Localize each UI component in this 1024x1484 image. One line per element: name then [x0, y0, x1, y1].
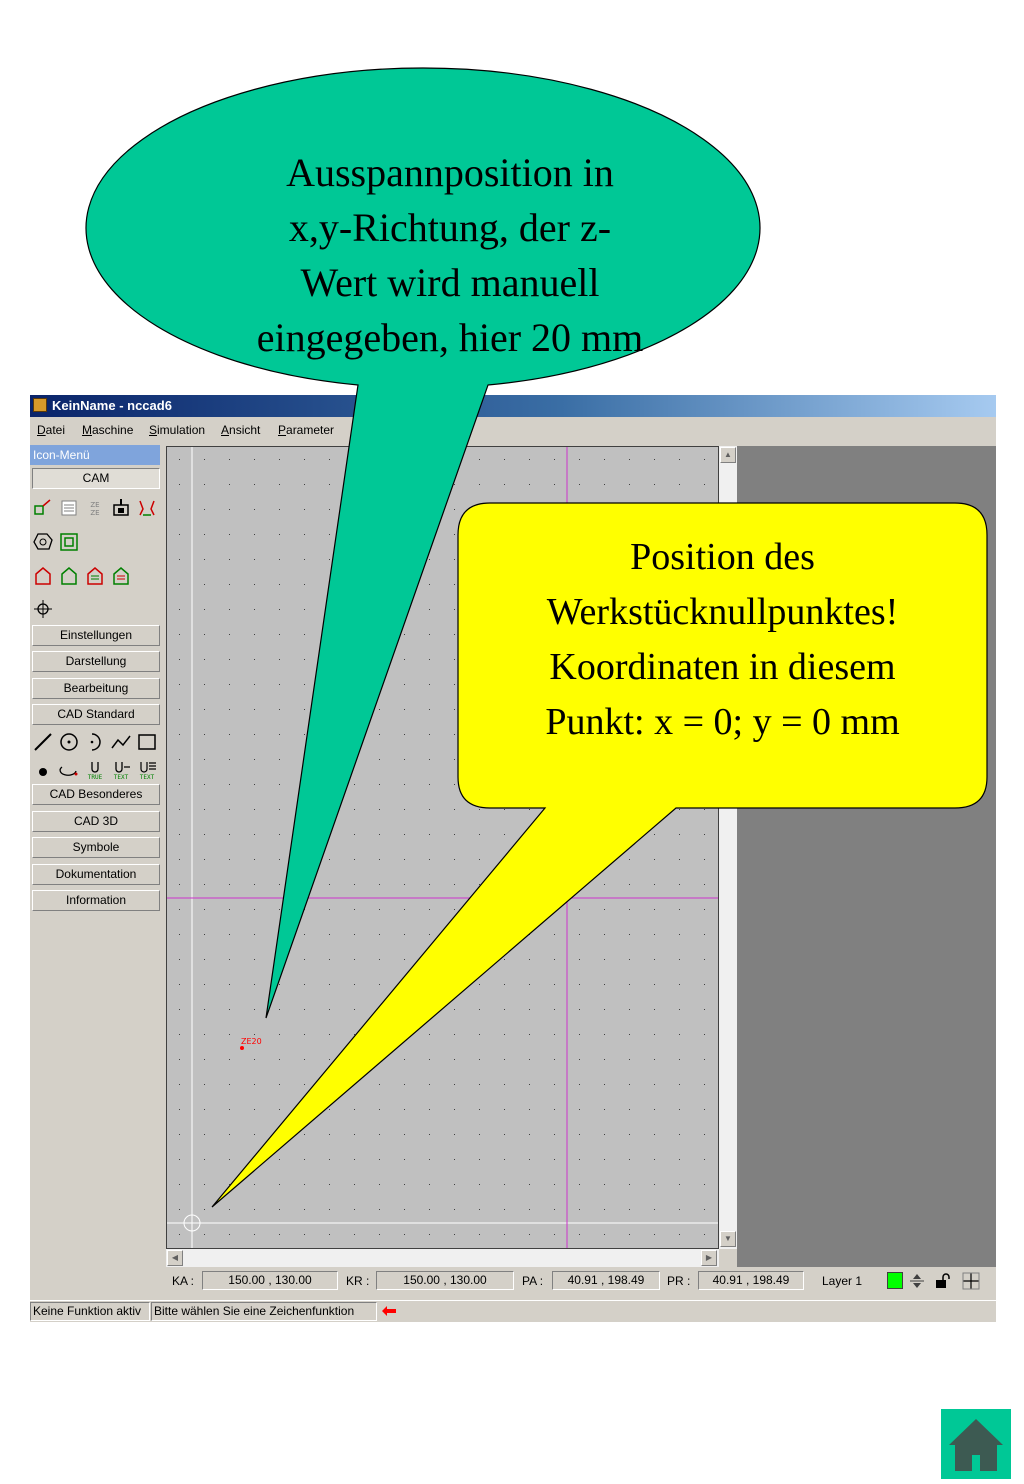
green-callout-text [205, 145, 695, 365]
home-icon [941, 1409, 1011, 1479]
yellow-callout-line-2: Werkstücknullpunktes! [546, 591, 899, 633]
green-callout-line-1: Ausspannposition in [286, 150, 614, 195]
pa-label: PA : [522, 1274, 544, 1288]
window-title: KeinName - nccad6 [52, 398, 172, 413]
section-einstellungen[interactable]: Einstellungen [32, 625, 160, 646]
layer-label[interactable]: Layer 1 [822, 1274, 863, 1288]
function-status: Keine Funktion aktiv [30, 1302, 150, 1321]
menu-maschine[interactable]: Maschine [82, 423, 134, 437]
text-multi-label: TEXT [139, 774, 155, 781]
pr-label: PR : [667, 1274, 691, 1288]
ka-label: KA : [172, 1274, 195, 1288]
function-hint: Bitte wählen Sie eine Zeichenfunktion [151, 1302, 377, 1321]
yellow-callout-line-3: Koordinaten in diesem [549, 646, 896, 688]
scroll-down-icon[interactable]: ▼ [720, 1231, 736, 1247]
text-true-label: TRUE [87, 774, 103, 781]
scroll-right-icon[interactable]: ▶ [701, 1250, 717, 1266]
menu-parameter[interactable]: Parameter [278, 423, 335, 437]
svg-text:ZE: ZE [90, 501, 100, 509]
section-cad-besonderes[interactable]: CAD Besonderes [32, 784, 160, 805]
section-bearbeitung[interactable]: Bearbeitung [32, 678, 160, 699]
section-darstellung[interactable]: Darstellung [32, 651, 160, 672]
unclamp-point-label: ZE20 [241, 1037, 262, 1046]
green-callout-line-3: Wert wird manuell [300, 260, 600, 305]
section-dokumentation[interactable]: Dokumentation [32, 864, 160, 885]
scroll-up-icon[interactable]: ▲ [720, 447, 736, 463]
yellow-callout-line-1: Position des [630, 536, 815, 578]
section-cad-standard[interactable]: CAD Standard [32, 704, 160, 725]
pr-value: 40.91 , 198.49 [698, 1271, 804, 1290]
text-line-label: TEXT [113, 774, 129, 781]
section-cad-3d[interactable]: CAD 3D [32, 811, 160, 832]
kr-label: KR : [346, 1274, 370, 1288]
section-information[interactable]: Information [32, 890, 160, 911]
scroll-left-icon[interactable]: ◀ [167, 1250, 183, 1266]
pa-value: 40.91 , 198.49 [552, 1271, 660, 1290]
ka-value: 150.00 , 130.00 [202, 1271, 338, 1290]
yellow-callout-text [470, 530, 975, 750]
icon-menu-header: Icon-Menü [30, 445, 160, 465]
section-cam[interactable]: CAM [32, 468, 160, 489]
svg-text:ZE: ZE [90, 509, 100, 517]
yellow-callout-line-4: Punkt: x = 0; y = 0 mm [545, 701, 900, 743]
menu-ansicht[interactable]: Ansicht [221, 423, 261, 437]
menu-datei[interactable]: Datei [37, 423, 66, 437]
section-symbole[interactable]: Symbole [32, 837, 160, 858]
kr-value: 150.00 , 130.00 [376, 1271, 514, 1290]
menu-simulation[interactable]: Simulation [149, 423, 206, 437]
home-button[interactable] [941, 1409, 1011, 1479]
green-callout-line-2: x,y-Richtung, der z- [288, 205, 612, 250]
green-callout-line-4: eingegeben, hier 20 mm [256, 315, 644, 360]
